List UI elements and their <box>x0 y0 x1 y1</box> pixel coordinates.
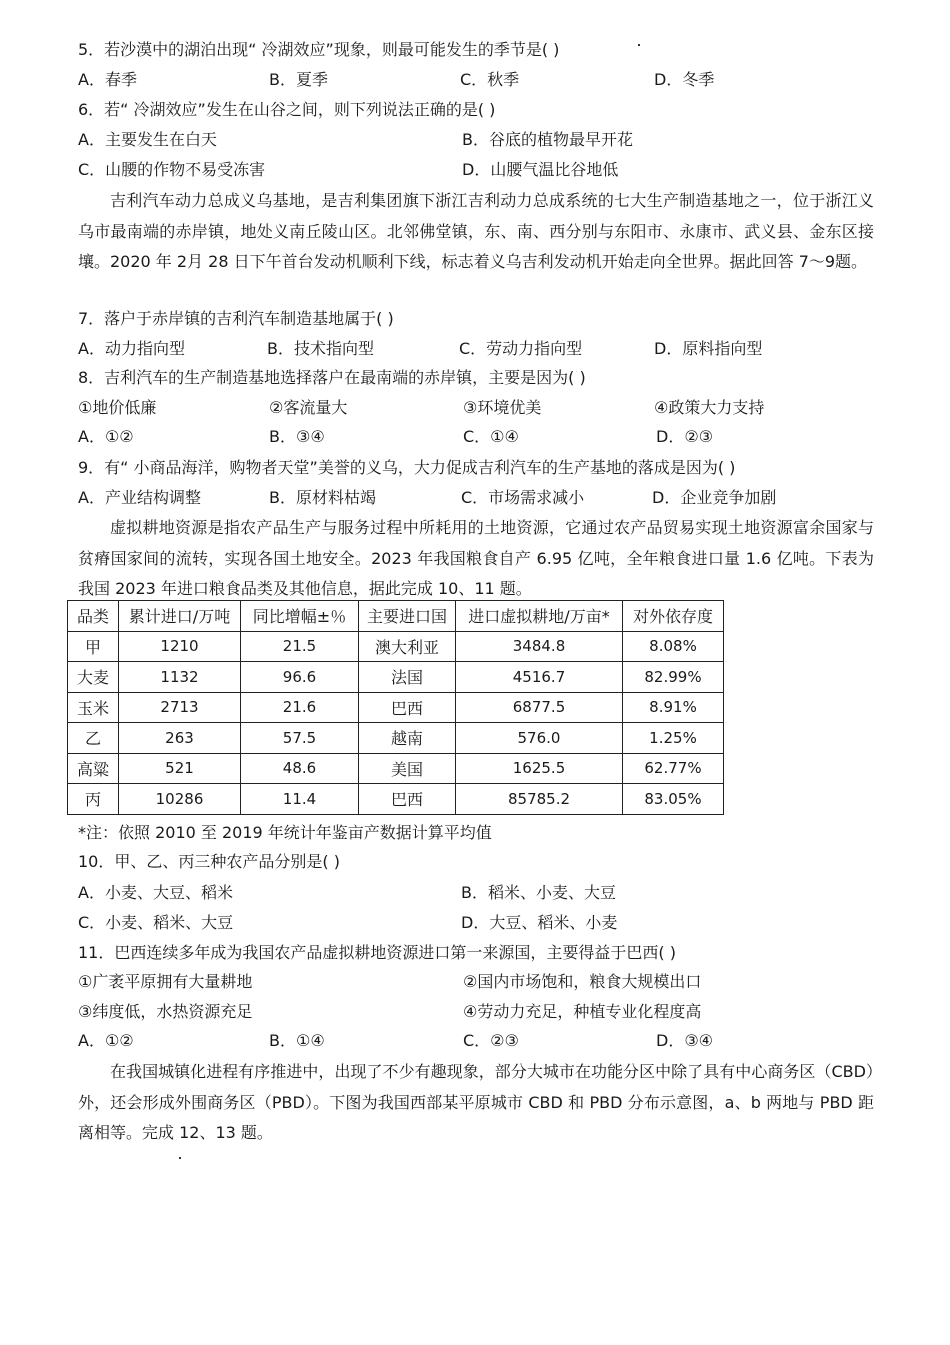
table-cell: 57.5 <box>241 723 359 754</box>
q10-option-c: C．小麦、稻米、大豆 <box>78 913 234 932</box>
table-header: 品类 <box>68 601 119 632</box>
table-cell: 21.5 <box>241 631 359 662</box>
q11-item-2: ②国内市场饱和，粮食大规模出口 <box>463 972 702 991</box>
table-cell: 4516.7 <box>456 662 623 693</box>
q7-option-a: A．动力指向型 <box>78 339 185 358</box>
table-row <box>68 662 724 693</box>
table-cell: 巴西 <box>359 692 456 723</box>
q9-option-d: D．企业竞争加剧 <box>652 488 777 507</box>
table-note: *注：依照 2010 至 2019 年统计年鉴亩产数据计算平均值 <box>78 823 492 842</box>
q5-option-c: C．秋季 <box>460 70 520 89</box>
q11-item-3: ③纬度低，水热资源充足 <box>78 1002 253 1021</box>
q9-option-c: C．市场需求减小 <box>461 488 585 507</box>
q8-item-1: ①地价低廉 <box>78 398 157 417</box>
q11-option-c: C．②③ <box>463 1031 519 1050</box>
q10-option-b: B．稻米、小麦、大豆 <box>461 883 616 902</box>
table-cell: 85785.2 <box>456 784 623 815</box>
q10-option-a: A．小麦、大豆、稻米 <box>78 883 233 902</box>
table-cell: 8.91% <box>623 692 724 723</box>
table-cell: 乙 <box>68 723 119 754</box>
table-cell: 越南 <box>359 723 456 754</box>
question-11-stem: 11．巴西连续多年成为我国农产品虚拟耕地资源进口第一来源国，主要得益于巴西( ) <box>78 943 676 962</box>
table-row <box>68 692 724 723</box>
table-cell: 1.25% <box>623 723 724 754</box>
table-cell: 96.6 <box>241 662 359 693</box>
table-cell: 83.05% <box>623 784 724 815</box>
q8-option-b: B．③④ <box>269 427 325 446</box>
q6-option-c: C．山腰的作物不易受冻害 <box>78 160 266 179</box>
table-header: 累计进口/万吨 <box>119 601 241 632</box>
passage-geely: 吉利汽车动力总成义乌基地，是吉利集团旗下浙江吉利动力总成系统的七大生产制造基地之一，位于浙江义乌市最南端的赤岸镇，地处义南丘陵山区。北邻佛堂镇，东、南、西分别与东阳市、永康市、武义县、金东区接壤。2020 年 2月 28 日下午首台发动机顺利下线，标志着义乌吉利发动机开始走向全世界。据此回答 7～9题。 <box>78 191 874 271</box>
q11-option-b: B．①④ <box>269 1031 325 1050</box>
table-row <box>68 631 724 662</box>
q7-option-c: C．劳动力指向型 <box>459 339 583 358</box>
q11-option-d: D．③④ <box>656 1031 714 1050</box>
import-grain-table <box>67 600 724 815</box>
question-6-stem: 6．若“ 冷湖效应”发生在山谷之间，则下列说法正确的是( ) <box>78 100 496 119</box>
table-row <box>68 753 724 784</box>
table-header-row <box>68 601 724 632</box>
table-header: 同比增幅±％ <box>241 601 359 632</box>
table-cell: 玉米 <box>68 692 119 723</box>
table-cell: 10286 <box>119 784 241 815</box>
q9-option-b: B．原材料枯竭 <box>269 488 376 507</box>
q8-option-d: D．②③ <box>656 427 714 446</box>
table-row <box>68 784 724 815</box>
table-cell: 甲 <box>68 631 119 662</box>
table-cell: 巴西 <box>359 784 456 815</box>
question-8-stem: 8．吉利汽车的生产制造基地选择落户在最南端的赤岸镇，主要是因为( ) <box>78 368 586 387</box>
table-cell: 8.08% <box>623 631 724 662</box>
q7-option-b: B．技术指向型 <box>267 339 374 358</box>
q8-option-a: A．①② <box>78 427 134 446</box>
table-cell: 丙 <box>68 784 119 815</box>
table-header: 进口虚拟耕地/万亩* <box>456 601 623 632</box>
table-header: 主要进口国 <box>359 601 456 632</box>
table-cell: 263 <box>119 723 241 754</box>
q6-option-d: D．山腰气温比谷地低 <box>462 160 619 179</box>
q11-item-4: ④劳动力充足，种植专业化程度高 <box>463 1002 702 1021</box>
table-header: 对外依存度 <box>623 601 724 632</box>
table-cell: 3484.8 <box>456 631 623 662</box>
table-cell: 高粱 <box>68 753 119 784</box>
q8-item-2: ②客流量大 <box>269 398 348 417</box>
table-cell: 大麦 <box>68 662 119 693</box>
q5-option-b: B．夏季 <box>269 70 328 89</box>
table-cell: 11.4 <box>241 784 359 815</box>
table-cell: 1132 <box>119 662 241 693</box>
q8-item-4: ④政策大力支持 <box>654 398 765 417</box>
table-cell: 法国 <box>359 662 456 693</box>
table-row <box>68 723 724 754</box>
table-cell: 1210 <box>119 631 241 662</box>
q7-option-d: D．原料指向型 <box>654 339 763 358</box>
q6-option-b: B．谷底的植物最早开花 <box>462 130 633 149</box>
q9-option-a: A．产业结构调整 <box>78 488 201 507</box>
q8-item-3: ③环境优美 <box>463 398 542 417</box>
q6-option-a: A．主要发生在白天 <box>78 130 217 149</box>
table-cell: 576.0 <box>456 723 623 754</box>
table-cell: 62.77% <box>623 753 724 784</box>
question-10-stem: 10．甲、乙、丙三种农产品分别是( ) <box>78 852 340 871</box>
passage-virtual-land: 虚拟耕地资源是指农产品生产与服务过程中所耗用的土地资源，它通过农产品贸易实现土地资源富余国家与贫瘠国家间的流转，实现各国土地安全。2023 年我国粮食自产 6.95 亿吨，全年粮食进口量 1.6 亿吨。下表为我国 2023 年进口粮食品类及其他信息，据此完成 10、11 题。 <box>78 518 874 598</box>
passage-cbd-pbd: 在我国城镇化进程有序推进中，出现了不少有趣现象，部分大城市在功能分区中除了具有中心商务区（CBD）外，还会形成外围商务区（PBD）。下图为我国西部某平原城市 CBD 和 PBD 分布示意图，a、b 两地与 PBD 距离相等。完成 12、13 题。 <box>78 1062 874 1142</box>
q5-option-d: D．冬季 <box>654 70 715 89</box>
scan-dot <box>179 1157 181 1159</box>
table-cell: 美国 <box>359 753 456 784</box>
table-cell: 2713 <box>119 692 241 723</box>
table-cell: 48.6 <box>241 753 359 784</box>
table-cell: 21.6 <box>241 692 359 723</box>
q11-option-a: A．①② <box>78 1031 134 1050</box>
q10-option-d: D．大豆、稻米、小麦 <box>461 913 618 932</box>
question-9-stem: 9．有“ 小商品海洋，购物者天堂”美誉的义乌，大力促成吉利汽车的生产基地的落成是因为( ) <box>78 458 736 477</box>
q8-option-c: C．①④ <box>463 427 519 446</box>
table-cell: 1625.5 <box>456 753 623 784</box>
question-7-stem: 7．落户于赤岸镇的吉利汽车制造基地属于( ) <box>78 309 394 328</box>
question-5-stem: 5．若沙漠中的湖泊出现“ 冷湖效应”现象，则最可能发生的季节是( ) <box>78 40 560 59</box>
table-cell: 6877.5 <box>456 692 623 723</box>
table-cell: 82.99% <box>623 662 724 693</box>
table-cell: 澳大利亚 <box>359 631 456 662</box>
q5-option-a: A．春季 <box>78 70 137 89</box>
table-cell: 521 <box>119 753 241 784</box>
q11-item-1: ①广袤平原拥有大量耕地 <box>78 972 253 991</box>
scan-dot <box>638 44 640 46</box>
